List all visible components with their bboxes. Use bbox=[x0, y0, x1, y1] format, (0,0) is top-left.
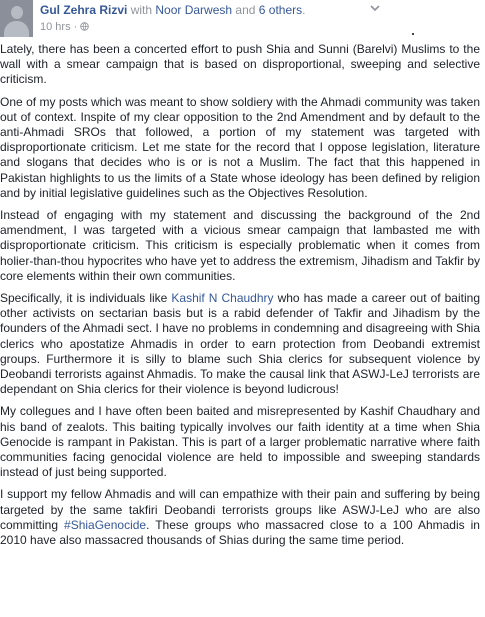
author-name-link[interactable]: Gul Zehra Rizvi bbox=[40, 3, 128, 17]
period-text: . bbox=[302, 3, 306, 17]
avatar-head-shape bbox=[11, 6, 23, 19]
avatar[interactable] bbox=[0, 0, 33, 37]
meta-separator: · bbox=[70, 21, 81, 33]
post-header bbox=[0, 0, 485, 40]
globe-icon bbox=[80, 22, 89, 31]
post-paragraph-2: One of my posts which was meant to show soldiery with the Ahmadi community was taken out of context. Inspite of my clear opposition to the 2nd Amendment and by default to the anti-Ahmadi SROs that followed, a portion of my statement was targeted with disproportionate criticism. Let me state for the record that I oppose legislation, literature and slogans that decides who is or is not a Muslim. The fact that this happened in Pakistan highlights to us the limits of a State whose ideology has been defined by religion and by initial legislative guidelines such as the Objectives Resolution. bbox=[0, 94, 480, 200]
post-meta bbox=[40, 21, 89, 33]
avatar-body-shape bbox=[4, 21, 29, 37]
post-paragraph-6 bbox=[0, 487, 480, 548]
tagged-person-link[interactable]: Noor Darwesh bbox=[155, 3, 233, 17]
paragraph-6-intro: I support my fellow Ahmadis and will can empathize with their pain and suffering by being targeted by the same takfiri Deobandi terrorists groups like ASWJ-LeJ who are also committing bbox=[0, 487, 480, 532]
decorative-dot bbox=[412, 33, 414, 35]
post-paragraph-4 bbox=[0, 291, 480, 397]
post-paragraph-1: Lately, there has been a concerted effort to push Shia and Sunni (Barelvi) Muslims to the wall with a smear campaign that is based on disproportional, sweeping and selective criticism. bbox=[0, 42, 480, 87]
chevron-down-icon[interactable] bbox=[368, 2, 382, 14]
paragraph-6-rest: . These groups who massacred close to a 100 Ahmadis in 2010 have also massacred thousands of Shias during the same time period. bbox=[0, 517, 480, 548]
post-timestamp[interactable]: 10 hrs bbox=[40, 21, 71, 33]
and-text: and bbox=[232, 3, 259, 17]
paragraph-4-rest: who has made a career out of baiting other activists on sectarian basis but is a rabid defender of Takfir and Jihadism by the founders of the Ahmadi sect. I have no problems in condemning and disagreeing with Shia clerics who apostatize Ahmadis in order to earn protection from Deobandi extremist groups. Furthermore it is silly to blame such Shia clerics for subsequent violence by Deobandi terrorists against Ahmadis. To make the causal link that ASWJ-LeJ terrorists are dependant on Shia clerics for their violence is beyond ludicrous! bbox=[0, 291, 480, 397]
with-text: with bbox=[127, 3, 156, 17]
mentioned-person-link[interactable]: Kashif N Chaudhry bbox=[171, 291, 274, 306]
post-paragraph-5: My collegues and I have often been baited and misrepresented by Kashif Chaudhary and his band of zealots. This baiting typically involves our faith identity at a time when Shia Genocide is rampant in Pakistan. This is part of a larger problematic narrative where faith communities facing genocidal violence are held to impossible and sweeping standards instead of just being supported. bbox=[0, 404, 480, 480]
hashtag-link[interactable]: #ShiaGenocide bbox=[64, 517, 147, 532]
post-author-line bbox=[40, 3, 305, 17]
post-body bbox=[0, 42, 480, 555]
paragraph-4-intro: Specifically, it is individuals like bbox=[0, 291, 172, 306]
post-paragraph-3: Instead of engaging with my statement and discussing the background of the 2nd amendment, I was targeted with a vicious smear campaign that lambasted me with disproportionate criticism. This criticism is especially problematic when it comes from holier-than-thou hypocrites who have yet to address the extremism, Jihadism and Takfir by core elements within their own communities. bbox=[0, 208, 480, 283]
tagged-others-link[interactable]: 6 others bbox=[258, 3, 303, 17]
